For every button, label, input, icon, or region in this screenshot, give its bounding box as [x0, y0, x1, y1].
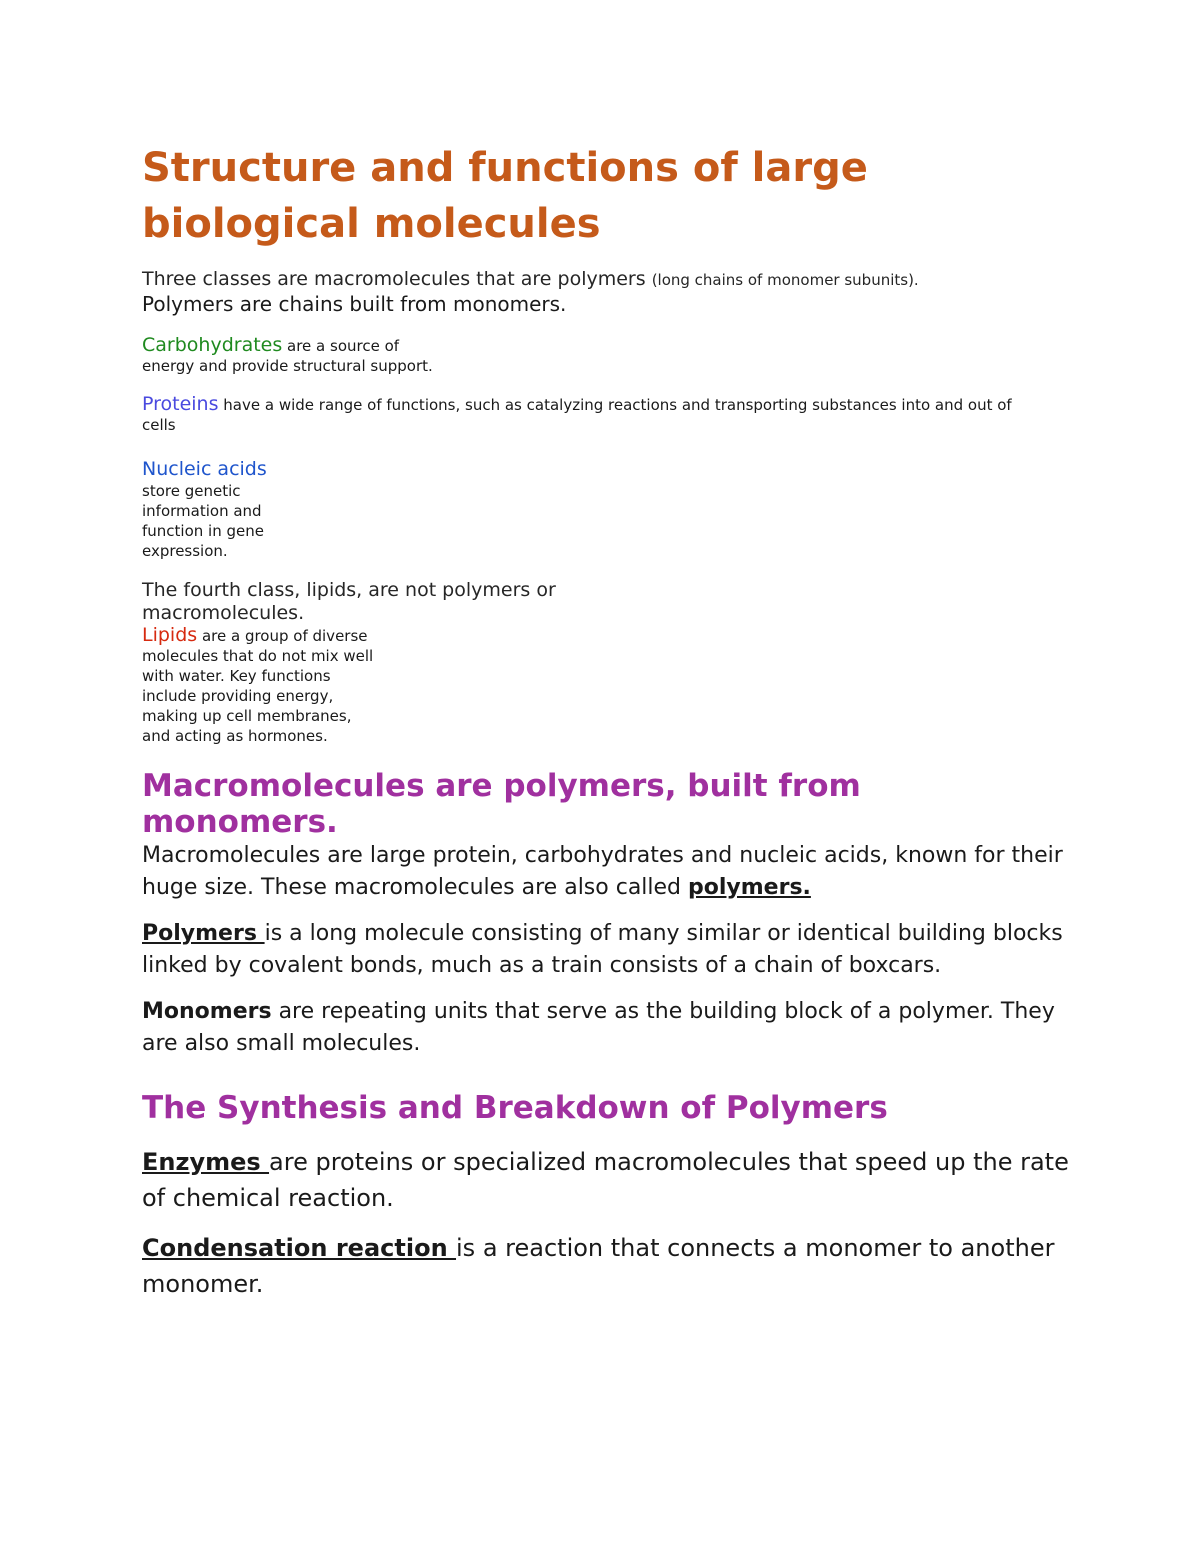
- monomers-definition-text: are repeating units that serve as the building block of a polymer. They are also small molecules.: [142, 999, 1055, 1056]
- lipids-block: [142, 625, 382, 746]
- intro-lead: Three classes are macromolecules that are polymers: [142, 268, 646, 290]
- page-title: Structure and functions of large biological molecules: [142, 145, 868, 247]
- macromolecules-paragraph: [142, 840, 1072, 904]
- polymers-term-inline: polymers.: [688, 875, 811, 900]
- condensation-term: Condensation reaction: [142, 1234, 457, 1262]
- document-page: [142, 140, 1072, 1302]
- carbohydrates-term: Carbohydrates: [142, 334, 283, 356]
- polymers-definition-text: is a long molecule consisting of many similar or identical building blocks linked by covalent bonds, much as a train consists of a chain of boxcars.: [142, 921, 1063, 978]
- intro-line-2: Polymers are chains built from monomers.: [142, 292, 567, 316]
- condensation-definition: [142, 1230, 1072, 1302]
- polymers-definition: [142, 918, 1072, 982]
- macromolecules-text: Macromolecules are large protein, carbohydrates and nucleic acids, known for their huge size. These macromolecules are also called: [142, 843, 1063, 900]
- section-heading-macromolecules: Macromolecules are polymers, built from monomers.: [142, 768, 861, 840]
- intro-parenthetical: (long chains of monomer subunits).: [651, 271, 919, 289]
- proteins-block: [142, 394, 1042, 435]
- carbohydrates-block: [142, 335, 442, 376]
- intro-paragraph: [142, 268, 1072, 291]
- nucleic-acids-block: [142, 457, 292, 561]
- condensation-definition-text: is a reaction that connects a monomer to another monomer.: [142, 1234, 1055, 1298]
- nucleic-acids-description: store genetic information and function in gene expression.: [142, 482, 264, 560]
- enzymes-definition: [142, 1144, 1072, 1216]
- proteins-term: Proteins: [142, 393, 219, 415]
- section-heading-synthesis: The Synthesis and Breakdown of Polymers: [142, 1090, 888, 1126]
- monomers-definition: [142, 996, 1072, 1060]
- proteins-description: have a wide range of functions, such as catalyzing reactions and transporting substances into and out of cells: [142, 396, 1012, 434]
- enzymes-definition-text: are proteins or specialized macromolecules that speed up the rate of chemical reaction.: [142, 1148, 1069, 1212]
- fourth-class-note: The fourth class, lipids, are not polymers or macromolecules.: [142, 579, 556, 624]
- lipids-term: Lipids: [142, 624, 198, 646]
- enzymes-term: Enzymes: [142, 1148, 270, 1176]
- lipids-description: are a group of diverse molecules that do not mix well with water. Key functions include providing energy, making up cell membranes, and acting as hormones.: [142, 627, 374, 745]
- carbohydrates-description: are a source of energy and provide structural support.: [142, 337, 433, 375]
- polymers-term: Polymers: [142, 921, 265, 946]
- nucleic-acids-term: Nucleic acids: [142, 458, 267, 480]
- monomers-term: Monomers: [142, 999, 272, 1024]
